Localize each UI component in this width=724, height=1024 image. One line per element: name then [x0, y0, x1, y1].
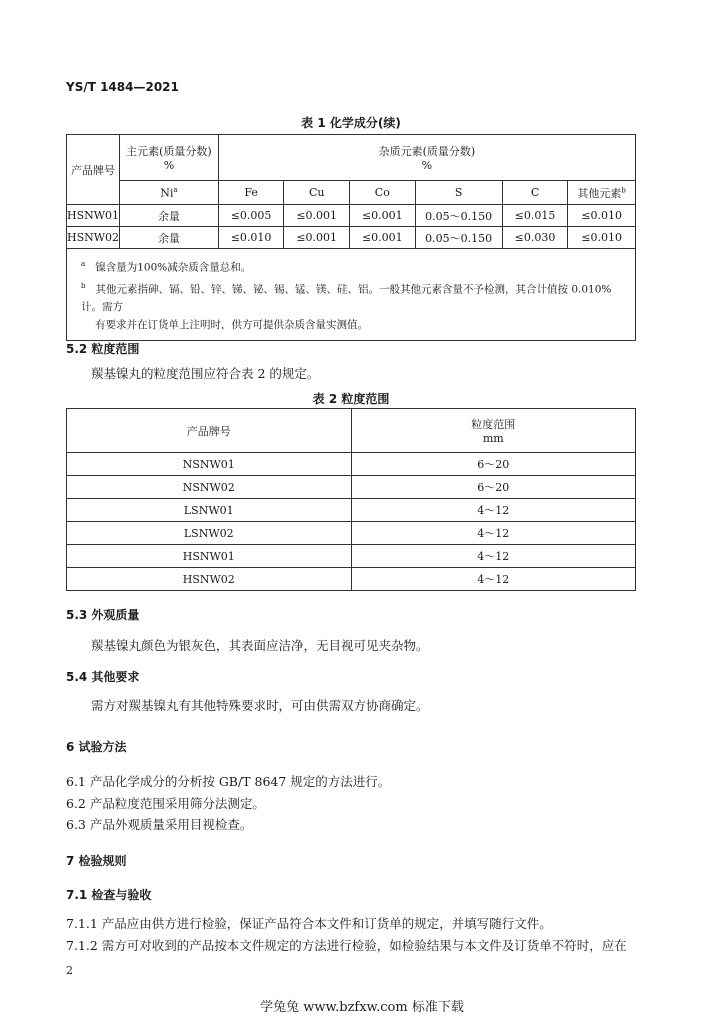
table1 [66, 134, 636, 341]
table-cell: 4～12 [351, 522, 635, 545]
table1-element-co: Co [350, 181, 416, 205]
table-row [67, 476, 636, 499]
table-cell: ≤0.030 [502, 227, 568, 249]
table1-note-b-cont: 有要求并在订货单上注明时，供方可提供杂质含量实测值。 [95, 319, 368, 331]
table1-element-fe: Fe [218, 181, 284, 205]
table-cell: NSNW01 [67, 453, 352, 476]
section-5-3-text: 羰基镍丸颜色为银灰色，其表面应洁净，无目视可见夹杂物。 [91, 638, 429, 653]
table1-element-other: 其他元素$^b$ [568, 181, 636, 205]
table1-notes [67, 249, 636, 341]
table-cell: ≤0.001 [284, 227, 350, 249]
section-5-2-title: 5.2 粒度范围 [66, 342, 140, 356]
section-7-1-2: 7.1.2 需方可对收到的产品按本文件规定的方法进行检验，如检验结果与本文件及订货单不符时，应在 [66, 938, 627, 953]
table-cell: HSNW02 [67, 227, 120, 249]
section-7-1-title: 7.1 检查与验收 [66, 888, 152, 902]
table-cell: LSNW01 [67, 499, 352, 522]
table1-header-product: 产品牌号 [67, 135, 120, 205]
table-row [67, 227, 636, 249]
section-6-2: 6.2 产品粒度范围采用筛分法测定。 [66, 796, 265, 811]
table1-note-b: $^b$ 其他元素指砷、镉、铅、锌、锑、铋、锡、锰、镁、硅、铝。一般其他元素含量不予检测，其合计值按 0.010%计。需方 [81, 281, 612, 313]
table-cell: 6～20 [351, 453, 635, 476]
section-5-4-text: 需方对羰基镍丸有其他特殊要求时，可由供需双方协商确定。 [91, 698, 429, 713]
section-5-4-title: 5.4 其他要求 [66, 670, 140, 684]
section-6-1: 6.1 产品化学成分的分析按 GB/T 8647 规定的方法进行。 [66, 774, 391, 789]
table-cell: ≤0.010 [218, 227, 284, 249]
table-cell: 余量 [120, 227, 219, 249]
table2-header-product: 产品牌号 [67, 409, 352, 453]
standard-code: YS/T 1484—2021 [66, 80, 179, 94]
table1-note-a: $^a$ 镍含量为100%减杂质含量总和。 [81, 260, 252, 274]
table-cell: LSNW02 [67, 522, 352, 545]
table1-element-s: S [415, 181, 502, 205]
section-7-1-1: 7.1.1 产品应由供方进行检验，保证产品符合本文件和订货单的规定，并填写随行文件。 [66, 916, 552, 931]
watermark-footer: 学兔兔 www.bzfxw.com 标准下载 [260, 1000, 464, 1015]
table-cell: ≤0.015 [502, 205, 568, 227]
table-cell: 4～12 [351, 499, 635, 522]
table-cell: 4～12 [351, 545, 635, 568]
table-row [67, 568, 636, 591]
table2-caption: 表 2 粒度范围 [312, 392, 390, 406]
table-cell: ≤0.005 [218, 205, 284, 227]
table-cell: NSNW02 [67, 476, 352, 499]
table-cell: 6～20 [351, 476, 635, 499]
table1-element-cu: Cu [284, 181, 350, 205]
table-cell: ≤0.010 [568, 205, 636, 227]
table-cell: 0.05～0.150 [415, 205, 502, 227]
section-6-title: 6 试验方法 [66, 740, 127, 754]
section-7-title: 7 检验规则 [66, 854, 127, 868]
section-6-3: 6.3 产品外观质量采用目视检查。 [66, 817, 253, 832]
section-5-2-text: 羰基镍丸的粒度范围应符合表 2 的规定。 [91, 366, 320, 381]
table-cell: ≤0.001 [284, 205, 350, 227]
table-cell: ≤0.001 [350, 205, 416, 227]
table-cell: 余量 [120, 205, 219, 227]
page-number: 2 [66, 964, 73, 977]
table-cell: HSNW01 [67, 545, 352, 568]
table-row [67, 453, 636, 476]
table1-header-main: 主元素(质量分数) % [120, 135, 219, 181]
table-row [67, 522, 636, 545]
section-5-3-title: 5.3 外观质量 [66, 608, 140, 622]
table-row [67, 205, 636, 227]
table-cell: HSNW01 [67, 205, 120, 227]
table-row [67, 545, 636, 568]
table-cell: HSNW02 [67, 568, 352, 591]
table1-element-ni: Ni$^a$ [120, 181, 219, 205]
table1-element-c: C [502, 181, 568, 205]
table1-caption: 表 1 化学成分(续) [301, 116, 401, 130]
table-cell: ≤0.001 [350, 227, 416, 249]
table-cell: ≤0.010 [568, 227, 636, 249]
table-cell: 0.05～0.150 [415, 227, 502, 249]
table-row [67, 499, 636, 522]
table-cell: 4～12 [351, 568, 635, 591]
table2-header-size: 粒度范围 mm [351, 409, 635, 453]
table1-header-impurity: 杂质元素(质量分数) % [218, 135, 635, 181]
table2 [66, 408, 636, 591]
